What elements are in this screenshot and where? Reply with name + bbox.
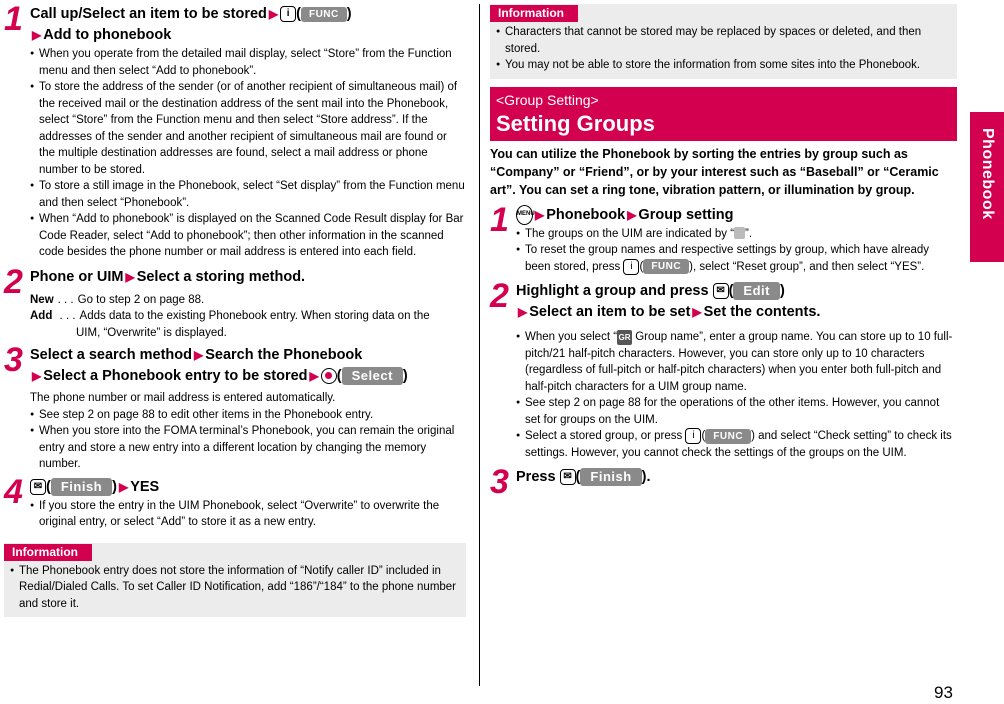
menu-key-icon: MENU [516,205,533,225]
list-item: ● See step 2 on page 88 for the operations of the other items. However, you cannot set for groups on the UIM. [516,395,957,428]
center-key-icon [321,368,337,384]
definition-new: New . . . Go to step 2 on page 88. [30,293,205,306]
list-item: ● When you operate from the detailed mail display, select “Store” from the Function menu and then select “Add to phonebook”. [30,46,466,79]
page-number: 93 [934,683,953,702]
chapter-tab-label: Phonebook [979,128,996,220]
mail-key-icon: ✉ [560,469,576,485]
definition-add: Add . . . Adds data to the existing Phonebook entry. When storing data on the [30,310,430,322]
right-step-3 [490,463,957,502]
step-heading: Phone or UIM ▶ Select a storing method. [30,268,306,285]
info-box [4,543,466,618]
section-title: Setting Groups [496,110,655,136]
left-step-4 [4,472,466,531]
step-heading: MENU▶ Phonebook ▶ Group setting [516,205,957,226]
list-item: ● See step 2 on page 88 to edit other items in the Phonebook entry. [30,407,466,424]
list-item: ● The Phonebook entry does not store the information of “Notify caller ID” included in Redial/Dialed Calls. To set Caller ID Notification, add “186”/“184” to the phone number and store it. [10,563,460,613]
i-mode-key-icon: i [623,259,639,275]
left-step-2: 2 Phone or UIM ▶ Select a storing method. New . . . Go to step 2 on page 88. Add . . . Adds data to the existing Phonebook entry. When storing data on the UIM, “Overwrite” is displayed. [4,267,466,342]
group-icon: GR [617,330,632,345]
step-number: 1 [490,200,509,239]
step-heading: Call up/Select an item to be stored ▶ i ( FUNC ) ▶ Add to phonebook [30,6,352,43]
section-header [490,87,957,141]
func-softkey: FUNC [705,429,751,444]
edit-softkey: Edit [733,282,780,300]
list-item: ● You may not be able to store the information from some sites into the Phonebook. [496,57,951,74]
step-heading: Highlight a group and press ✉ ( Edit ) ▶ Select an item to be set ▶ Set the contents. [516,283,821,321]
info-label: Information [4,544,92,561]
step-number: 2 [4,262,23,301]
i-mode-key-icon: i [280,6,296,22]
finish-softkey: Finish [51,478,112,496]
intro-text: You can utilize the Phonebook by sorting the entries by group such as “Company” or “Friend”, or by your interest such as “Baseball” or “Ceramic art”. You can set a ring tone, vibration pattern, or illumination by group. [490,146,939,197]
section-subtitle: <Group Setting> [496,91,599,108]
step-heading: ✉ ( Finish ) ▶ YES [30,477,466,498]
list-item: ● Characters that cannot be stored may be replaced by spaces or deleted, and then stored. [496,24,951,57]
list-item: ● When you store into the FOMA terminal’s Phonebook, you can remain the original entry and store a new entry into a different location by changing the memory number. [30,423,466,473]
func-softkey: FUNC [643,259,689,274]
uim-group-icon [734,227,745,239]
step-number: 2 [490,277,509,316]
column-divider [479,4,480,686]
right-step-2 [490,277,957,461]
list-item: ● When “Add to phonebook” is displayed on the Scanned Code Result display for Bar Code Reader, select “Add to phonebook”; then other information in the scanned code besides the phone number or mail address is entered into each field. [30,211,466,261]
list-item: ● When you select “ GR Group name”, enter a group name. You can store up to 10 full-pitch/21 half-pitch characters. However, you can store only up to 10 characters (regardless of full-pitch or half-pitch characters) when you enter both full-pitch and half-pitch characters for a UIM group name. [516,329,957,395]
step-heading: Select a search method ▶ Search the Phonebook ▶ Select a Phonebook entry to be stored ▶ ( Select ) [30,347,408,384]
select-softkey: Select [342,367,403,385]
list-item: ● To reset the group names and respective settings by group, which have already been stored, press i ( FUNC ), select “Reset group”, and then select “YES”. [516,242,957,275]
i-mode-key-icon: i [685,428,701,444]
step-number: 4 [4,472,23,511]
left-step-3: 3 Select a search method ▶ Search the Phonebook ▶ Select a Phonebook entry to be stored ▶ ( Select ) The phone number or mail address is entered automatically. ● See step 2 on page 88 to edit other items in the Phonebook entry. ● When you store into the FOMA terminal’s Phonebook, you can remain the original entry and store a new entry into a different location by changing the memory number. [4,345,466,473]
list-item: ● Select a stored group, or press i ( FUNC ) and select “Check setting” to check its settings. However, you cannot check the settings of the groups on the UIM. [516,428,957,461]
list-item: ● If you store the entry in the UIM Phonebook, select “Overwrite” to overwrite the original entry, or select “Add” to store it as a new entry. [30,498,466,531]
finish-softkey: Finish [580,468,641,486]
right-step-1 [490,200,957,276]
left-column [4,0,466,617]
info-label: Information [490,5,578,22]
step-number: 3 [4,341,23,379]
list-item: ● The groups on the UIM are indicated by “ ”. [516,226,957,243]
step-number: 3 [490,463,509,502]
left-step-1 [4,0,466,261]
mail-key-icon: ✉ [713,283,729,299]
right-column [490,4,957,501]
info-box [490,4,957,79]
list-item: ● To store a still image in the Phonebook, select “Set display” from the Function menu and then select “Phonebook”. [30,178,466,211]
func-softkey: FUNC [301,7,347,22]
step-number: 1 [4,0,23,38]
list-item: ● To store the address of the sender (or of another recipient of simultaneous mail) of the received mail or the destination address of the sent mail into the Phonebook, select “Store” from the Function menu and then select “Store address”. If the addresses of the sender and another recipient of simultaneous mail are found or the multiple destination addresses are found, select a mail address or phone number to be stored. [30,79,466,178]
mail-key-icon: ✉ [30,479,46,495]
step-heading: Press ✉ ( Finish ). [516,469,651,486]
